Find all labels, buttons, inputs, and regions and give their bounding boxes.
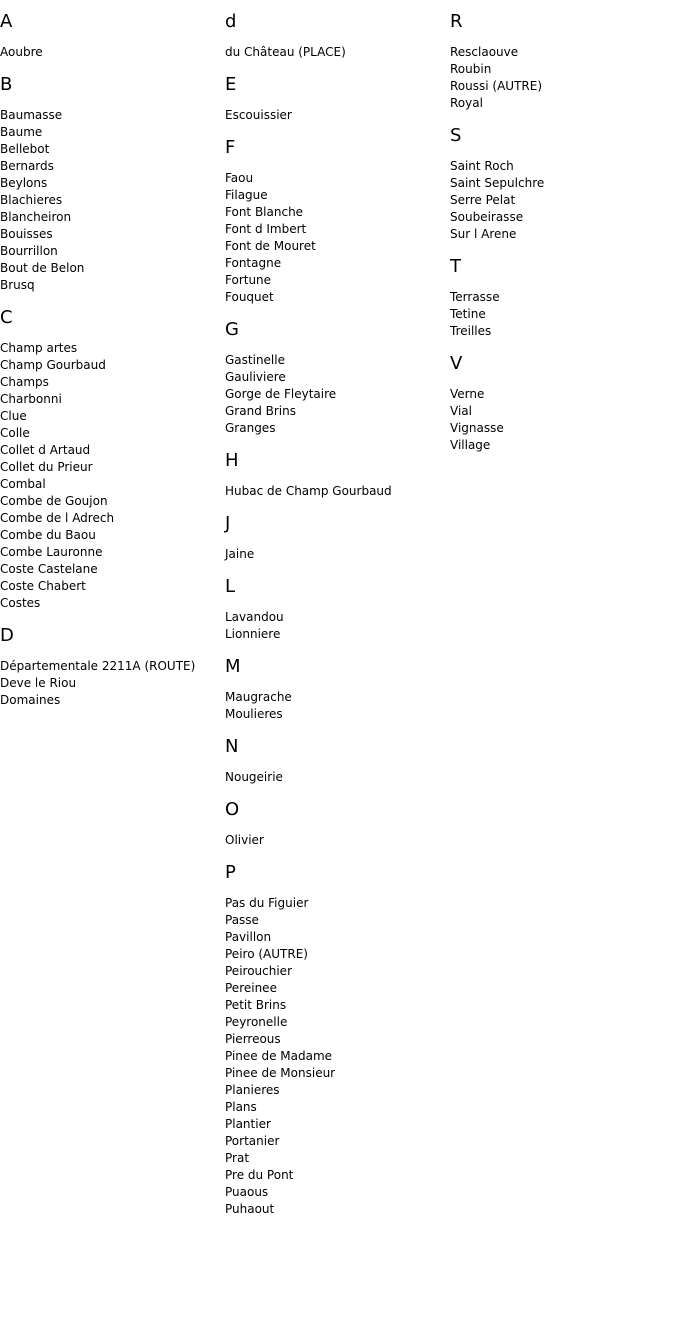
street-list [450,44,670,112]
letter-heading: T [450,256,461,277]
street-link[interactable]: Moulieres [225,707,283,721]
street-link[interactable]: Serre Pelat [450,193,516,207]
letter-heading: F [225,137,236,158]
street-link[interactable]: Coste Chabert [0,579,86,593]
street-link[interactable]: Roubin [450,62,492,76]
street-link[interactable]: Bouisses [0,227,53,241]
street-link[interactable]: Prat [225,1151,250,1165]
letter-section [450,10,670,112]
street-list [225,483,445,500]
street-list [0,658,220,709]
letter-section [0,306,220,612]
street-link[interactable]: Peirouchier [225,964,292,978]
street-link[interactable]: du Château (PLACE) [225,45,346,59]
street-link[interactable]: Saint Roch [450,159,514,173]
street-link[interactable]: Fortune [225,273,272,287]
street-link[interactable]: Puhaout [225,1202,275,1216]
street-link[interactable]: Treilles [450,324,492,338]
street-link[interactable]: Pavillon [225,930,272,944]
street-link[interactable]: Beylons [0,176,48,190]
street-link[interactable]: Peiro (AUTRE) [225,947,308,961]
street-link[interactable]: Lionniere [225,627,281,641]
street-link[interactable]: Peyronelle [225,1015,288,1029]
street-link[interactable]: Pinee de Madame [225,1049,333,1063]
street-link[interactable]: Bourrillon [0,244,58,258]
street-link[interactable]: Tetine [450,307,486,321]
street-link[interactable]: Plantier [225,1117,271,1131]
street-link[interactable]: Portanier [225,1134,280,1148]
street-link[interactable]: Combe du Baou [0,528,96,542]
letter-heading: D [0,625,14,646]
street-link[interactable]: Filague [225,188,268,202]
street-link[interactable]: Pinee de Monsieur [225,1066,336,1080]
letter-section [0,624,220,709]
street-link[interactable]: Pas du Figuier [225,896,309,910]
street-link[interactable]: Colle [0,426,30,440]
street-link[interactable]: Bout de Belon [0,261,85,275]
street-link[interactable]: Faou [225,171,254,185]
letter-heading: M [225,656,241,677]
street-link[interactable]: Combe de Goujon [0,494,108,508]
street-list [225,352,445,437]
letter-heading: P [225,862,236,883]
letter-section [225,73,445,124]
street-link[interactable]: Départementale 2211A (ROUTE) [0,659,196,673]
street-link[interactable]: Plans [225,1100,257,1114]
street-link[interactable]: Verne [450,387,485,401]
letter-section [225,10,445,61]
letter-section [0,73,220,294]
street-list [0,44,220,61]
street-list [450,386,670,454]
letter-heading: J [225,513,231,534]
street-link[interactable]: Nougeirie [225,770,283,784]
letter-section [450,255,670,340]
letter-heading: G [225,319,239,340]
street-list [225,895,445,1218]
street-link[interactable]: Font Blanche [225,205,304,219]
letter-section [225,136,445,306]
letter-heading: S [450,125,462,146]
street-link[interactable]: Combe Lauronne [0,545,103,559]
letter-heading: L [225,576,236,597]
street-list [0,340,220,612]
street-link[interactable]: Charbonni [0,392,62,406]
street-list [225,107,445,124]
letter-heading: R [450,11,463,32]
street-link[interactable]: Fontagne [225,256,282,270]
street-link[interactable]: Coste Castelane [0,562,98,576]
street-list [225,769,445,786]
street-link[interactable]: Royal [450,96,483,110]
index-column-3 [450,10,670,466]
street-list [225,609,445,643]
street-link[interactable]: Font de Mouret [225,239,316,253]
street-link[interactable]: Village [450,438,491,452]
street-list [225,832,445,849]
street-list [225,546,445,563]
letter-section [225,655,445,723]
letter-heading: V [450,353,463,374]
letter-section [225,512,445,563]
street-link[interactable]: Vial [450,404,472,418]
street-link[interactable]: Bellebot [0,142,50,156]
street-link[interactable]: Collet du Prieur [0,460,93,474]
street-link[interactable]: Clue [0,409,27,423]
street-link[interactable]: Blancheiron [0,210,72,224]
letter-heading: O [225,799,240,820]
letter-section [450,352,670,454]
letter-section [450,124,670,243]
street-link[interactable]: Baume [0,125,43,139]
street-link[interactable]: Pre du Pont [225,1168,294,1182]
street-link[interactable]: Fouquet [225,290,274,304]
street-link[interactable]: Pierreous [225,1032,281,1046]
street-link[interactable]: Vignasse [450,421,504,435]
street-link[interactable]: Roussi (AUTRE) [450,79,543,93]
street-link[interactable]: Font d Imbert [225,222,307,236]
street-link[interactable]: Champs [0,375,49,389]
street-link[interactable]: Resclaouve [450,45,519,59]
street-link[interactable]: Combe de l Adrech [0,511,115,525]
street-link[interactable]: Granges [225,421,276,435]
street-link[interactable]: Pereinee [225,981,277,995]
street-link[interactable]: Hubac de Champ Gourbaud [225,484,392,498]
index-column-2 [225,10,445,1230]
street-link[interactable]: Champ artes [0,341,78,355]
street-link[interactable]: Collet d Artaud [0,443,91,457]
letter-section [225,575,445,643]
letter-section [0,10,220,61]
street-link[interactable]: Lavandou [225,610,284,624]
index-column-1 [0,10,220,721]
street-list [450,158,670,243]
street-link[interactable]: Terrasse [450,290,500,304]
street-link[interactable]: Champ Gourbaud [0,358,106,372]
street-link[interactable]: Petit Brins [225,998,287,1012]
street-link[interactable]: Gauliviere [225,370,286,384]
street-link[interactable]: Planieres [225,1083,280,1097]
street-link[interactable]: Baumasse [0,108,63,122]
street-link[interactable]: Deve le Riou [0,676,77,690]
street-link[interactable]: Costes [0,596,41,610]
street-link[interactable]: Gorge de Fleytaire [225,387,337,401]
letter-heading: A [0,11,13,32]
street-link[interactable]: Soubeirasse [450,210,524,224]
street-link[interactable]: Grand Brins [225,404,296,418]
street-link[interactable]: Combal [0,477,46,491]
street-link[interactable]: Gastinelle [225,353,285,367]
street-link[interactable]: Olivier [225,833,264,847]
street-link[interactable]: Blachieres [0,193,63,207]
street-list [225,170,445,306]
street-list [225,689,445,723]
letter-heading: C [0,307,13,328]
street-link[interactable]: Bernards [0,159,54,173]
street-link[interactable]: Maugrache [225,690,292,704]
street-list [225,44,445,61]
letter-heading: E [225,74,237,95]
letter-heading: N [225,736,239,757]
letter-section [225,798,445,849]
letter-heading: H [225,450,239,471]
letter-heading: B [0,74,13,95]
letter-heading: d [225,11,237,32]
street-link[interactable]: Saint Sepulchre [450,176,545,190]
street-link[interactable]: Brusq [0,278,35,292]
letter-section [225,861,445,1218]
letter-section [225,735,445,786]
street-list [450,289,670,340]
street-link[interactable]: Passe [225,913,259,927]
letter-section [225,449,445,500]
street-link[interactable]: Escouissier [225,108,292,122]
street-link[interactable]: Jaine [225,547,255,561]
street-link[interactable]: Domaines [0,693,61,707]
letter-section [225,318,445,437]
street-link[interactable]: Puaous [225,1185,269,1199]
street-link[interactable]: Sur l Arene [450,227,517,241]
street-link[interactable]: Aoubre [0,45,43,59]
street-list [0,107,220,294]
